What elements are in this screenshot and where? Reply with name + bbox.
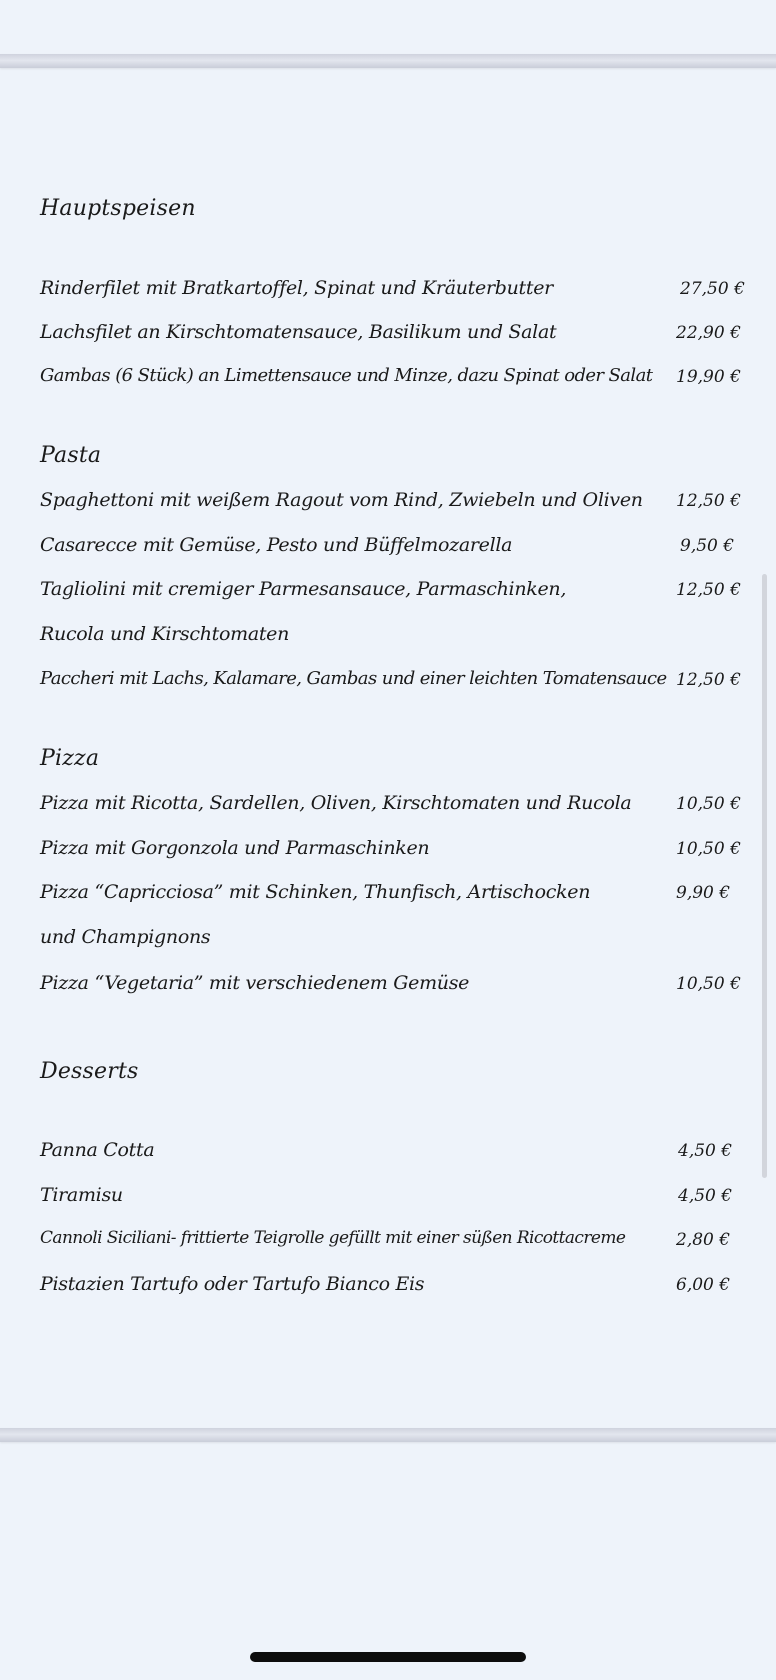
menu-item-price: 10,50 € [676,794,741,814]
menu-item-price: 12,50 € [676,491,741,511]
menu-item-price: 12,50 € [676,580,741,600]
menu-item-name: Tagliolini mit cremiger Parmesansauce, Parmaschinken, [40,578,567,600]
menu-item-name: Pistazien Tartufo oder Tartufo Bianco Eis [40,1273,425,1295]
menu-item-price: 2,80 € [676,1230,731,1250]
menu-item-price: 19,90 € [676,367,741,387]
menu-item-name: Spaghettoni mit weißem Ragout vom Rind, Zwiebeln und Oliven [40,489,643,511]
menu-item-price: 27,50 € [680,279,745,299]
menu-item-name: Gambas (6 Stück) an Limettensauce und Minze, dazu Spinat oder Salat [40,365,653,386]
section-heading-pizza: Pizza [40,746,100,771]
menu-item-name-continuation: Rucola und Kirschtomaten [40,623,290,645]
menu-item-price: 10,50 € [676,974,741,994]
menu-item-price: 10,50 € [676,839,741,859]
menu-item [40,1184,740,1224]
menu-item-name: Pizza mit Ricotta, Sardellen, Oliven, Kirschtomaten und Rucola [40,792,632,814]
menu-item-name: Lachsfilet an Kirschtomatensauce, Basilikum und Salat [40,321,557,343]
menu-item [40,365,740,405]
menu-item-name: Casarecce mit Gemüse, Pesto und Büffelmozarella [40,534,513,556]
menu-item [40,881,740,921]
scrollbar[interactable] [762,574,767,1178]
menu-item-price: 4,50 € [678,1141,733,1161]
menu-item [40,277,745,317]
menu-item-name: Panna Cotta [40,1139,155,1161]
menu-item-name-continuation: und Champignons [40,926,211,948]
menu-item [40,534,740,574]
menu-item [40,668,740,708]
menu-item [40,1139,740,1179]
menu-item-name: Rinderfilet mit Bratkartoffel, Spinat und Kräuterbutter [40,277,553,299]
home-indicator[interactable] [250,1652,526,1662]
bottom-divider [0,1428,776,1442]
menu-item-name: Tiramisu [40,1184,123,1206]
section-heading-hauptspeisen: Hauptspeisen [40,196,196,221]
menu-item-price: 12,50 € [676,670,741,690]
section-heading-pasta: Pasta [40,443,102,468]
menu-item-price: 9,90 € [676,883,731,903]
menu-item-name: Pizza mit Gorgonzola und Parmaschinken [40,837,430,859]
menu-item [40,792,740,832]
menu-item-price: 4,50 € [678,1186,733,1206]
menu-item-name: Paccheri mit Lachs, Kalamare, Gambas und einer leichten Tomatensauce [40,668,667,689]
menu-item [40,321,740,361]
section-heading-desserts: Desserts [40,1059,139,1084]
menu-item [40,1273,740,1313]
menu-item [40,972,740,1012]
menu-item [40,489,740,529]
menu-item [40,1228,740,1268]
menu-item [40,837,740,877]
menu-item-name: Pizza “Capricciosa” mit Schinken, Thunfisch, Artischocken [40,881,591,903]
menu-item [40,578,740,618]
menu-item-name: Cannoli Siciliani- frittierte Teigrolle gefüllt mit einer süßen Ricottacreme [40,1228,626,1248]
menu-item-price: 22,90 € [676,323,741,343]
menu-item-price: 6,00 € [676,1275,731,1295]
menu-item-price: 9,50 € [680,536,735,556]
menu-item-name: Pizza “Vegetaria” mit verschiedenem Gemüse [40,972,470,994]
